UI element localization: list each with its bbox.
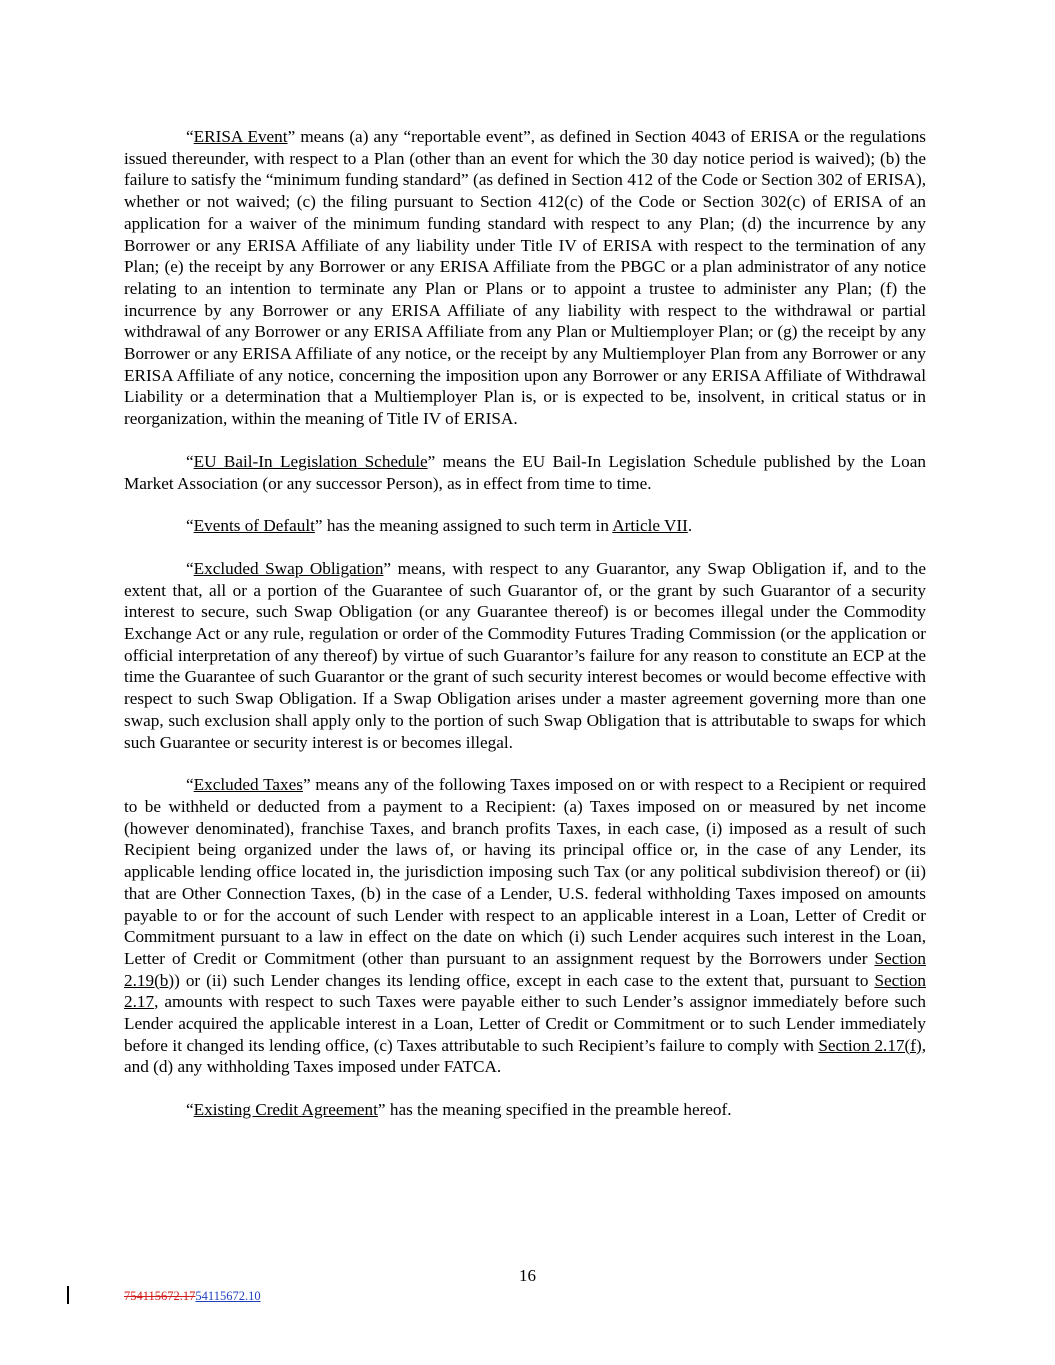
defined-term: Existing Credit Agreement bbox=[193, 1100, 378, 1120]
definition-text: means any of the following Taxes imposed on or with respect to a Recipient or required to be withheld or deducted from a payment to a Recipient: (a) Taxes imposed on or measured by net income (however denominated), franchise Taxes, and branch profits Taxes, in each case, (i) imposed as a result of such Recipient being organized under the laws of, or having its principal office or, in the case of any Lender, its applicable lending office located in, the jurisdiction imposing such Tax (or any political subdivision thereof) or (ii) that are Other Connection Taxes, (b) in the case of a Lender, U.S. federal withholding Taxes imposed on amounts payable to or for the account of such Lender with respect to an applicable interest in a Loan, Letter of Credit or Commitment pursuant to a law in effect on the date on which (i) such Lender acquires such interest in the Loan, Letter of Credit or Commitment (other than pursuant to an assignment request by the Borrowers under bbox=[124, 775, 926, 968]
defined-term: Excluded Taxes bbox=[193, 775, 303, 795]
defined-term: Events of Default bbox=[193, 516, 315, 536]
definition-text: means the EU Bail-In Legislation Schedule published by the Loan Market Association (or any successor Person), as in effect from time to time. bbox=[124, 451, 926, 493]
definition-erisa-event bbox=[124, 126, 926, 430]
document-id-inserted: 54115672.10 bbox=[195, 1289, 261, 1303]
close-quote: ” bbox=[302, 775, 311, 795]
definition-text: , amounts with respect to such Taxes were payable either to such Lender’s assignor immediately before such Lender acquired the applicable interest in a Loan, Letter of Credit or Commitment or to such Lender immediately before it changed its lending office, (c) Taxes attributable to such Recipient’s failure to comply with bbox=[124, 992, 926, 1055]
cross-reference-link[interactable]: Section 2.17 bbox=[124, 970, 926, 1012]
document-id bbox=[124, 1289, 261, 1303]
definition-excluded-taxes bbox=[124, 774, 926, 1078]
open-quote: “ bbox=[186, 775, 194, 795]
close-quote: ” bbox=[427, 451, 436, 471]
open-quote: “ bbox=[186, 127, 194, 146]
open-quote: “ bbox=[186, 558, 194, 578]
revision-change-bar bbox=[67, 1286, 69, 1304]
definition-text: ) or (ii) such Lender changes its lending office, except in each case to the extent that, pursuant to bbox=[174, 970, 875, 990]
cross-reference-link[interactable]: Section 2.17(f) bbox=[818, 1035, 922, 1055]
close-quote: ” bbox=[383, 558, 392, 578]
definition-text: . bbox=[687, 516, 693, 536]
document-id-deleted: 754115672.17 bbox=[124, 1289, 196, 1303]
definitions-section bbox=[124, 126, 926, 1142]
definition-text: has the meaning assigned to such term in bbox=[322, 516, 613, 536]
definition-text: has the meaning specified in the preamble hereof. bbox=[385, 1100, 732, 1120]
close-quote: ” bbox=[377, 1100, 386, 1120]
defined-term: EU Bail-In Legislation Schedule bbox=[193, 451, 428, 471]
defined-term: ERISA Event bbox=[193, 127, 288, 146]
page-number: 16 bbox=[519, 1266, 536, 1285]
definition-eu-bail-in-legislation-schedule bbox=[124, 451, 926, 494]
definition-existing-credit-agreement bbox=[124, 1099, 926, 1121]
definition-text: means (a) any “reportable event”, as defined in Section 4043 of ERISA or the regulations issued thereunder, with respect to a Plan (other than an event for which the 30 day notice period is waived); (b) the failure to satisfy the “minimum funding standard” (as defined in Section 412 of the Code or Section 302 of ERISA), whether or not waived; (c) the filing pursuant to Section 412(c) of the Code or Section 302(c) of ERISA of an application for a waiver of the minimum funding standard with respect to any Plan; (d) the incurrence by any Borrower or any ERISA Affiliate of any liability under Title IV of ERISA with respect to the termination of any Plan; (e) the receipt by any Borrower or any ERISA Affiliate from the PBGC or a plan administrator of any notice relating to an intention to terminate any Plan or Plans or to appoint a trustee to administer any Plan; (f) the incurrence by any Borrower or any ERISA Affiliate of any liability with respect to the withdrawal or partial withdrawal of any Borrower or any ERISA Affiliate from any Plan or Multiemployer Plan; or (g) the receipt by any Borrower or any ERISA Affiliate of any notice, or the receipt by any Multiemployer Plan from any Borrower or any ERISA Affiliate of any notice, concerning the imposition upon any Borrower or any ERISA Affiliate of Withdrawal Liability or a determination that a Multiemployer Plan is, or is expected to be, insolvent, in critical status or in reorganization, within the meaning of Title IV of ERISA. bbox=[124, 127, 926, 429]
close-quote: ” bbox=[287, 127, 296, 146]
definition-text: means, with respect to any Guarantor, any Swap Obligation if, and to the extent that, all or a portion of the Guarantee of such Guarantor of, or the grant by such Guarantor of a security interest to secure, such Swap Obligation (or any Guarantee thereof) is or becomes illegal under the Commodity Exchange Act or any rule, regulation or order of the Commodity Futures Trading Commission (or the application or official interpretation of any thereof) by virtue of such Guarantor’s failure for any reason to constitute an ECP at the time the Guarantee of such Guarantor or the grant of such security interest becomes or would become effective with respect to such Swap Obligation. If a Swap Obligation arises under a master agreement governing more than one swap, such exclusion shall apply only to the portion of such Swap Obligation that is attributable to swaps for which such Guarantee or security interest is or becomes illegal. bbox=[124, 558, 926, 752]
open-quote: “ bbox=[186, 516, 194, 536]
definition-text: , and (d) any withholding Taxes imposed under FATCA. bbox=[124, 1035, 926, 1077]
open-quote: “ bbox=[186, 1100, 194, 1120]
open-quote: “ bbox=[186, 451, 194, 471]
cross-reference-link[interactable]: Section 2.19(b) bbox=[124, 948, 926, 990]
definition-excluded-swap-obligation bbox=[124, 558, 926, 753]
defined-term: Excluded Swap Obligation bbox=[193, 558, 384, 578]
close-quote: ” bbox=[314, 516, 323, 536]
definition-events-of-default bbox=[124, 515, 926, 537]
cross-reference-link[interactable]: Article VII bbox=[612, 516, 688, 536]
